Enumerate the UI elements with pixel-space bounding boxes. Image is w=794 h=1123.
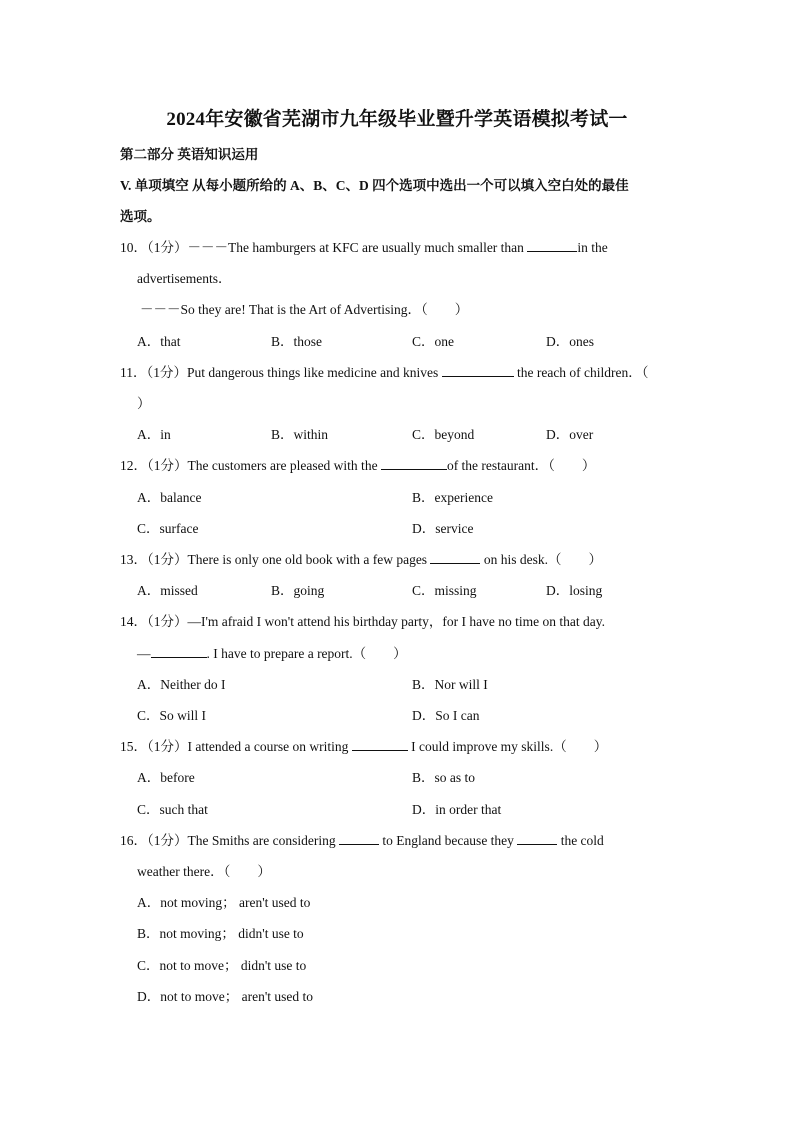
question-12-stem-line1 <box>120 457 595 475</box>
question-number: 13．（1分） <box>120 552 188 567</box>
option-a: A．Neither do I <box>137 677 226 692</box>
answer-blank <box>381 457 447 470</box>
answer-blank <box>339 832 379 845</box>
option-b: B．so as to <box>412 770 476 785</box>
question-text: in the <box>577 240 608 255</box>
question-text: －－－The hamburgers at KFC are usually much smaller than <box>187 240 528 255</box>
question-text: the cold <box>557 833 604 848</box>
question-text: I attended a course on writing <box>187 739 352 754</box>
question-16-stem-line2: weather there．（ ） <box>137 864 271 879</box>
question-number: 14．（1分） <box>120 614 188 629</box>
answer-blank <box>527 239 577 252</box>
question-text: —I'm afraid I won't attend his birthday party，for I have no time on that day. <box>187 614 605 629</box>
page-title: 2024年安徽省芜湖市九年级毕业暨升学英语模拟考试一 <box>166 109 628 130</box>
question-16-stem-line1 <box>120 832 675 850</box>
question-text: to England because they <box>378 833 518 848</box>
option-d: D．So I can <box>412 708 480 723</box>
question-number: 11．（1分） <box>120 365 187 380</box>
option-c: C．such that <box>137 802 208 817</box>
question-10-stem-line1 <box>120 239 675 257</box>
answer-blank <box>430 551 480 564</box>
option-d: D．service <box>412 521 474 536</box>
question-text: There is only one old book with a few pages <box>187 552 431 567</box>
option-a: A．that <box>137 334 181 349</box>
option-a: A．not moving； aren't used to <box>137 895 311 910</box>
question-10-stem-line3: －－－So they are! That is the Art of Advertising．（ ） <box>140 302 469 317</box>
question-13-stem-line1 <box>120 551 602 569</box>
option-c: C．beyond <box>412 427 475 442</box>
question-text: I could improve my skills.（ ） <box>407 739 608 754</box>
option-c: C．surface <box>137 521 199 536</box>
option-b: B．those <box>271 334 323 349</box>
question-text: The customers are pleased with the <box>187 458 381 473</box>
question-number: 12．（1分） <box>120 458 188 473</box>
question-15-stem-line1 <box>120 738 607 756</box>
question-text: of the restaurant．（ ） <box>446 458 596 473</box>
question-14-stem-line1 <box>120 613 605 631</box>
question-11-stem-line1 <box>120 364 649 382</box>
option-a: A．balance <box>137 490 202 505</box>
question-11-stem-line2: ） <box>137 396 151 411</box>
option-d: D．ones <box>546 334 594 349</box>
option-d: D．losing <box>546 583 603 598</box>
answer-blank <box>151 645 207 658</box>
question-text: . I have to prepare a report.（ ） <box>206 646 407 661</box>
option-a: A．missed <box>137 583 198 598</box>
question-number: 16．（1分） <box>120 833 188 848</box>
question-number: 15．（1分） <box>120 739 188 754</box>
option-c: C．So will I <box>137 708 207 723</box>
option-b: B．experience <box>412 490 493 505</box>
answer-blank <box>517 832 557 845</box>
part-heading: 第二部分 英语知识运用 <box>120 147 259 162</box>
option-d: D．over <box>546 427 594 442</box>
option-b: B．not moving； didn't use to <box>137 926 304 941</box>
answer-blank <box>442 364 514 377</box>
question-text: — <box>137 646 151 661</box>
option-d: D．not to move； aren't used to <box>137 989 314 1004</box>
option-b: B．going <box>271 583 325 598</box>
option-a: A．before <box>137 770 195 785</box>
option-c: C．missing <box>412 583 477 598</box>
answer-blank <box>352 738 408 751</box>
question-14-stem-line2 <box>137 645 407 663</box>
question-text: The Smiths are considering <box>187 833 339 848</box>
option-d: D．in order that <box>412 802 502 817</box>
option-b: B．Nor will I <box>412 677 488 692</box>
option-a: A．in <box>137 427 171 442</box>
question-text: on his desk.（ ） <box>480 552 602 567</box>
section-instruction-line1: V. 单项填空 从每小题所给的 A、B、C、D 四个选项中选出一个可以填入空白处的最佳 <box>120 178 629 193</box>
option-c: C．not to move； didn't use to <box>137 958 307 973</box>
option-b: B．within <box>271 427 329 442</box>
question-text: the reach of children．（ <box>513 365 649 380</box>
question-text: Put dangerous things like medicine and knives <box>187 365 442 380</box>
question-10-stem-line2: advertisements． <box>137 271 232 286</box>
section-instruction-line2: 选项。 <box>120 209 161 224</box>
question-number: 10．（1分） <box>120 240 188 255</box>
option-c: C．one <box>412 334 454 349</box>
